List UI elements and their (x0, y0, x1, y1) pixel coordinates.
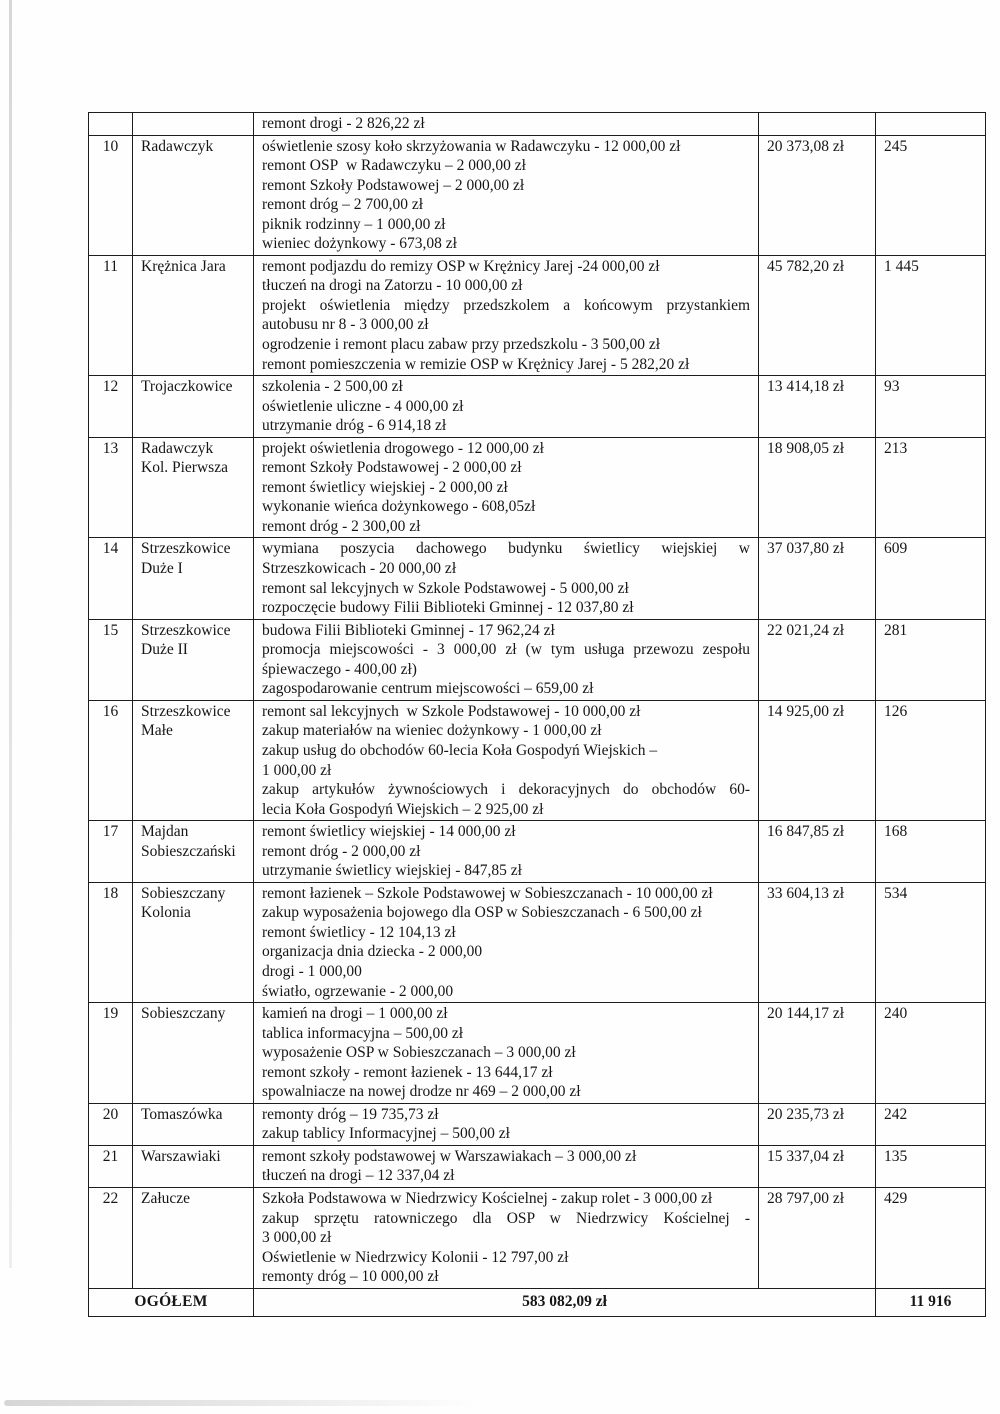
locality-line: Strzeszkowice (141, 621, 231, 639)
description-line: śpiewaczego - 400,00 zł) (262, 660, 417, 678)
description-cell (254, 113, 759, 136)
locality-cell (133, 821, 254, 883)
description-line: remont dróg – 2 700,00 zł (262, 196, 424, 214)
locality-cell (133, 1103, 254, 1145)
description-line: remont dróg - 2 000,00 zł (262, 842, 421, 860)
row-number-cell: 14 (89, 538, 133, 619)
count-cell: 126 (876, 700, 986, 820)
row-number-cell: 19 (89, 1003, 133, 1104)
table-row (89, 1187, 986, 1288)
description-line: budowa Filii Biblioteki Gminnej - 17 962,24 zł (262, 621, 555, 639)
scan-artifact-bottom-smudge (4, 1400, 476, 1406)
description-line: wymiana poszycia dachowego budynku świetlicy wiejskiej w (262, 540, 750, 558)
table-row (89, 1103, 986, 1145)
description-cell (254, 1003, 759, 1104)
count-cell: 281 (876, 619, 986, 700)
description-line: światło, ogrzewanie - 2 000,00 (262, 982, 454, 1000)
description-line: remont świetlicy - 12 104,13 zł (262, 923, 456, 941)
description-line: projekt oświetlenia między przedszkolem a końcowym przystankiem (262, 296, 750, 314)
table-row (89, 135, 986, 255)
total-amount-cell: 583 082,09 zł (254, 1288, 876, 1316)
count-cell: 240 (876, 1003, 986, 1104)
description-cell (254, 255, 759, 375)
description-line: zakup usług do obchodów 60-lecia Koła Gospodyń Wiejskich – (262, 741, 658, 759)
count-cell (876, 113, 986, 136)
row-number-cell: 10 (89, 135, 133, 255)
description-line: zakup artykułów żywnościowych i dekoracyjnych do obchodów 60- (262, 781, 750, 799)
amount-cell: 18 908,05 zł (759, 437, 876, 538)
table-row (89, 619, 986, 700)
description-line: remont łazienek – Szkole Podstawowej w Sobieszczanach - 10 000,00 zł (262, 884, 713, 902)
amount-cell (759, 113, 876, 136)
locality-cell (133, 437, 254, 538)
count-cell: 609 (876, 538, 986, 619)
amount-cell: 20 144,17 zł (759, 1003, 876, 1104)
locality-line: Kol. Pierwsza (141, 459, 228, 477)
description-line: zakup tablicy Informacyjnej – 500,00 zł (262, 1125, 510, 1143)
description-line: remont drogi - 2 826,22 zł (262, 115, 425, 132)
table-row (89, 113, 986, 136)
description-line: szkolenia - 2 500,00 zł (262, 378, 403, 396)
row-number-cell (89, 113, 133, 136)
description-line: tablica informacyjna – 500,00 zł (262, 1024, 464, 1042)
description-line: lecia Koła Gospodyń Wiejskich – 2 925,00 zł (262, 800, 544, 818)
description-line: zakup sprzętu ratowniczego dla OSP w Niedrzwicy Kościelnej - (262, 1209, 750, 1227)
locality-cell (133, 1003, 254, 1104)
total-label-cell: OGÓŁEM (89, 1288, 254, 1316)
description-line: ogrodzenie i remont placu zabaw przy przedszkolu - 3 500,00 zł (262, 336, 661, 354)
table-row (89, 538, 986, 619)
table-row (89, 1145, 986, 1187)
locality-line: Kolonia (141, 904, 191, 922)
locality-cell (133, 882, 254, 1002)
amount-cell: 20 373,08 zł (759, 135, 876, 255)
description-line: tłuczeń na drogi na Zatorzu - 10 000,00 zł (262, 277, 523, 295)
row-number-cell: 11 (89, 255, 133, 375)
row-number-cell: 15 (89, 619, 133, 700)
description-line: spowalniacze na nowej drodze nr 469 – 2 000,00 zł (262, 1083, 581, 1101)
count-cell: 213 (876, 437, 986, 538)
expense-table (88, 112, 986, 1317)
table-row (89, 437, 986, 538)
description-cell (254, 821, 759, 883)
description-line: remont sal lekcyjnych w Szkole Podstawowej - 5 000,00 zł (262, 579, 629, 597)
description-line: Oświetlenie w Niedrzwicy Kolonii - 12 797,00 zł (262, 1248, 569, 1266)
table-row (89, 882, 986, 1002)
locality-line: Trojaczkowice (141, 378, 233, 396)
locality-cell (133, 538, 254, 619)
description-cell (254, 882, 759, 1002)
locality-line: Warszawiaki (141, 1147, 221, 1165)
locality-cell (133, 376, 254, 438)
row-number-cell: 18 (89, 882, 133, 1002)
description-line: rozpoczęcie budowy Filii Biblioteki Gminnej - 12 037,80 zł (262, 599, 634, 617)
description-line: wykonanie wieńca dożynkowego - 608,05zł (262, 498, 536, 516)
locality-line: Radawczyk (141, 137, 214, 155)
locality-line: Strzeszkowice (141, 702, 231, 720)
description-line: utrzymanie dróg - 6 914,18 zł (262, 417, 447, 435)
description-line: remonty dróg – 19 735,73 zł (262, 1105, 439, 1123)
total-count-cell: 11 916 (876, 1288, 986, 1316)
locality-line: Sobieszczański (141, 842, 236, 860)
description-cell (254, 1145, 759, 1187)
description-cell (254, 1187, 759, 1288)
row-number-cell: 20 (89, 1103, 133, 1145)
total-row (89, 1288, 986, 1316)
count-cell: 429 (876, 1187, 986, 1288)
locality-cell (133, 113, 254, 136)
locality-line: Radawczyk (141, 439, 214, 457)
description-line: remont Szkoły Podstawowej – 2 000,00 zł (262, 176, 525, 194)
description-line: Szkoła Podstawowa w Niedrzwicy Kościelnej - zakup rolet - 3 000,00 zł (262, 1189, 713, 1207)
scan-artifact-left-edge (9, 0, 12, 1268)
description-cell (254, 376, 759, 438)
description-line: zakup wyposażenia bojowego dla OSP w Sobieszczanach - 6 500,00 zł (262, 904, 702, 922)
locality-line: Sobieszczany (141, 884, 226, 902)
amount-cell: 28 797,00 zł (759, 1187, 876, 1288)
description-cell (254, 619, 759, 700)
row-number-cell: 21 (89, 1145, 133, 1187)
description-line: zagospodarowanie centrum miejscowości – 659,00 zł (262, 680, 594, 698)
amount-cell: 16 847,85 zł (759, 821, 876, 883)
description-line: remont szkoły - remont łazienek - 13 644,17 zł (262, 1063, 553, 1081)
table-row (89, 376, 986, 438)
description-line: projekt oświetlenia drogowego - 12 000,00 zł (262, 439, 544, 457)
count-cell: 534 (876, 882, 986, 1002)
description-cell (254, 437, 759, 538)
count-cell: 245 (876, 135, 986, 255)
description-line: wyposażenie OSP w Sobieszczanach – 3 000,00 zł (262, 1044, 576, 1062)
description-line: organizacja dnia dziecka - 2 000,00 (262, 943, 483, 961)
locality-line: Majdan (141, 823, 189, 841)
locality-line: Krężnica Jara (141, 257, 226, 275)
count-cell: 242 (876, 1103, 986, 1145)
amount-cell: 45 782,20 zł (759, 255, 876, 375)
row-number-cell: 16 (89, 700, 133, 820)
amount-cell: 33 604,13 zł (759, 882, 876, 1002)
description-line: oświetlenie szosy koło skrzyżowania w Radawczyku - 12 000,00 zł (262, 137, 681, 155)
locality-line: Sobieszczany (141, 1005, 226, 1023)
description-line: remont Szkoły Podstawowej - 2 000,00 zł (262, 459, 522, 477)
row-number-cell: 12 (89, 376, 133, 438)
description-line: piknik rodzinny – 1 000,00 zł (262, 215, 446, 233)
description-line: autobusu nr 8 - 3 000,00 zł (262, 316, 429, 334)
description-cell (254, 1103, 759, 1145)
description-line: oświetlenie uliczne - 4 000,00 zł (262, 397, 464, 415)
amount-cell: 37 037,80 zł (759, 538, 876, 619)
description-line: promocja miejscowości - 3 000,00 zł (w tym usługa przewozu zespołu (262, 641, 750, 659)
locality-cell (133, 700, 254, 820)
locality-line: Strzeszkowice (141, 540, 231, 558)
description-line: 3 000,00 zł (262, 1229, 332, 1247)
description-line: Strzeszkowicach - 20 000,00 zł (262, 560, 457, 578)
amount-cell: 15 337,04 zł (759, 1145, 876, 1187)
description-line: kamień na drogi – 1 000,00 zł (262, 1005, 448, 1023)
description-line: remont pomieszczenia w remizie OSP w Krężnicy Jarej - 5 282,20 zł (262, 355, 690, 373)
amount-cell: 20 235,73 zł (759, 1103, 876, 1145)
description-line: remont świetlicy wiejskiej - 14 000,00 zł (262, 823, 516, 841)
locality-line: Tomaszówka (141, 1105, 223, 1123)
description-cell (254, 135, 759, 255)
locality-line: Duże II (141, 641, 188, 659)
table-row (89, 700, 986, 820)
expense-table-body (89, 113, 986, 1289)
row-number-cell: 13 (89, 437, 133, 538)
description-line: wieniec dożynkowy - 673,08 zł (262, 235, 457, 253)
description-line: remont dróg - 2 300,00 zł (262, 517, 421, 535)
locality-cell (133, 135, 254, 255)
amount-cell: 14 925,00 zł (759, 700, 876, 820)
locality-line: Załucze (141, 1189, 191, 1207)
description-line: remont świetlicy wiejskiej - 2 000,00 zł (262, 478, 508, 496)
amount-cell: 22 021,24 zł (759, 619, 876, 700)
table-row (89, 1003, 986, 1104)
description-cell (254, 700, 759, 820)
description-line: remont szkoły podstawowej w Warszawiakach – 3 000,00 zł (262, 1147, 637, 1165)
count-cell: 1 445 (876, 255, 986, 375)
description-line: remont podjazdu do remizy OSP w Krężnicy Jarej -24 000,00 zł (262, 257, 660, 275)
locality-cell (133, 255, 254, 375)
count-cell: 135 (876, 1145, 986, 1187)
table-row (89, 255, 986, 375)
description-line: zakup materiałów na wieniec dożynkowy - 1 000,00 zł (262, 722, 602, 740)
description-line: remont sal lekcyjnych w Szkole Podstawowej - 10 000,00 zł (262, 702, 641, 720)
count-cell: 93 (876, 376, 986, 438)
description-line: tłuczeń na drogi – 12 337,04 zł (262, 1167, 455, 1185)
locality-cell (133, 619, 254, 700)
locality-line: Małe (141, 722, 173, 740)
description-line: 1 000,00 zł (262, 761, 332, 779)
description-line: utrzymanie świetlicy wiejskiej - 847,85 zł (262, 862, 522, 880)
locality-cell (133, 1145, 254, 1187)
count-cell: 168 (876, 821, 986, 883)
table-row (89, 821, 986, 883)
description-line: remonty dróg – 10 000,00 zł (262, 1268, 439, 1286)
row-number-cell: 17 (89, 821, 133, 883)
description-line: remont OSP w Radawczyku – 2 000,00 zł (262, 157, 526, 175)
amount-cell: 13 414,18 zł (759, 376, 876, 438)
description-cell (254, 538, 759, 619)
locality-cell (133, 1187, 254, 1288)
locality-line: Duże I (141, 560, 183, 578)
row-number-cell: 22 (89, 1187, 133, 1288)
description-line: drogi - 1 000,00 (262, 962, 362, 980)
